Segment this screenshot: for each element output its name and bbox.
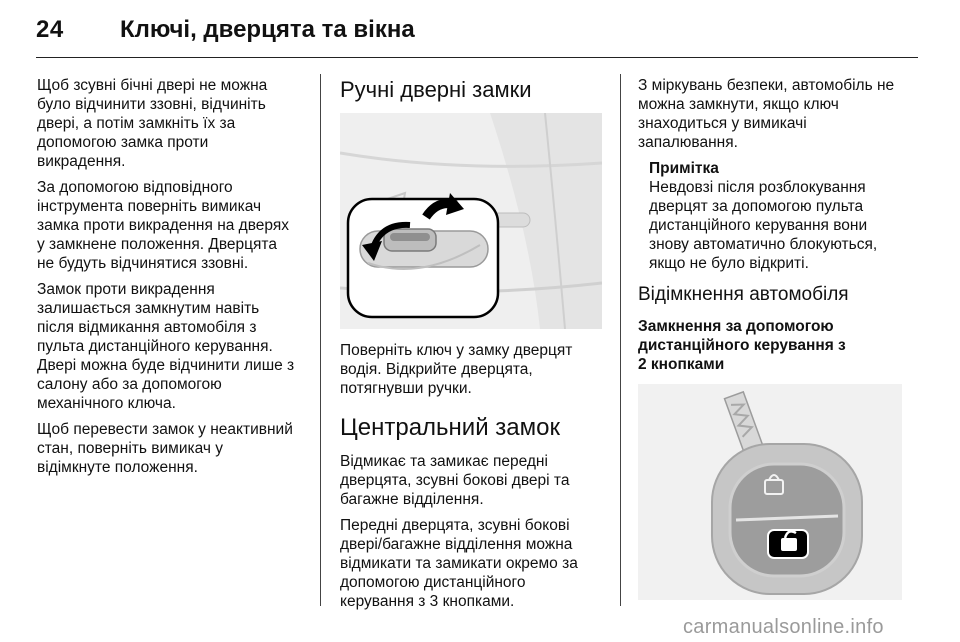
- remote-key-illustration: [638, 384, 902, 600]
- paragraph-central-lock-1: Відмикає та замикає передні дверцята, зсувні бокові двері та багажне відділення.: [340, 453, 570, 508]
- heading-unlock-vehicle: Відімкнення автомобіля: [638, 284, 849, 305]
- column-middle: [340, 77, 602, 618]
- paragraph-anti-theft-remains: Замок проти викрадення залишається замкнутим навіть після відмикання автомобіля з пульта дистанційного керування. Двері можна буде відчинити лише з салону або за допомогою механічного ключа.: [37, 281, 295, 412]
- heading-central-lock: Центральний замок: [340, 414, 560, 441]
- column-divider-1: [320, 74, 321, 606]
- note-label: Примітка: [649, 160, 719, 177]
- paragraph-anti-theft-deactivate: Щоб перевести замок у неактивний стан, поверніть вимикач у відімкнуте положення.: [37, 421, 293, 476]
- note-text: Невдовзі після розблокування дверцят за допомогою пульта дистанційного керування вони знову автоматично блокуються, якщо не було відкриті.: [649, 179, 878, 272]
- paragraph-manual-locks: Поверніть ключ у замку дверцят водія. Відкрийте дверцята, потягнувши ручки.: [340, 342, 573, 397]
- page-number: 24: [36, 16, 64, 43]
- note-block: [649, 159, 920, 273]
- column-right: [638, 76, 920, 600]
- page-header-title: Ключі, дверцята та вікна: [120, 16, 415, 43]
- subheading-lock-2-button-remote: Замкнення за допомогою дистанційного керування з 2 кнопками: [638, 318, 846, 373]
- watermark: carmanualsonline.info: [683, 616, 884, 638]
- door-handle-illustration: [340, 113, 602, 329]
- paragraph-central-lock-2: Передні дверцята, зсувні бокові двері/багажне відділення можна відмикати та замикати окремо за допомогою дистанційного керування з 3 кнопками.: [340, 517, 578, 610]
- column-left: [37, 76, 309, 484]
- paragraph-safety-ignition: З міркувань безпеки, автомобіль не можна замкнути, якщо ключ знаходиться у вимикачі запалювання.: [638, 77, 895, 151]
- paragraph-anti-theft-switch: За допомогою відповідного інструмента поверніть вимикач замка проти викрадення на дверях у замкнене положення. Дверцята не будуть відчинятися ззовні.: [37, 179, 289, 272]
- column-divider-2: [620, 74, 621, 606]
- paragraph-anti-theft-intro: Щоб зсувні бічні двері не можна було відчинити ззовні, відчиніть двері, а потім замкніть їх за допомогою замка проти викрадення.: [37, 77, 268, 170]
- heading-manual-door-locks: Ручні дверні замки: [340, 77, 532, 102]
- header-rule: [36, 57, 918, 58]
